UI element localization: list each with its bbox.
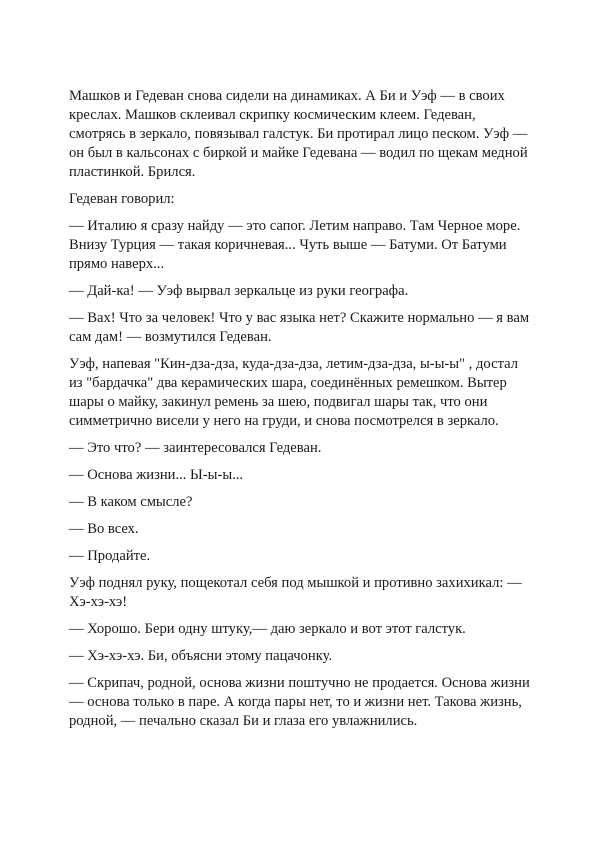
- paragraph: — Скрипач, родной, основа жизни поштучно не продается. Основа жизни — основа только в паре. А когда пары нет, то и жизни нет. Такова жизнь, родной, — печально сказал Би и глаза его увлажнились.: [69, 675, 530, 729]
- paragraph: Машков и Гедеван снова сидели на динамиках. А Би и Уэф — в своих креслах. Машков склеивал скрипку космическим клеем. Гедеван, смотрясь в зеркало, повязывал галстук. Би протирал лицо песком. Уэф — он был в кальсонах с биркой и майке Гедевана — водил по щекам медной пластинкой. Брился.: [69, 88, 528, 180]
- paragraph: — Это что? — заинтересовался Гедеван.: [69, 440, 322, 456]
- paragraph: — В каком смысле?: [69, 494, 193, 510]
- paragraph: — Хэ-хэ-хэ. Би, объясни этому пацачонку.: [69, 648, 333, 664]
- paragraph: Гедеван говорил:: [69, 191, 175, 207]
- document-body: [69, 87, 535, 739]
- paragraph: — Продайте.: [69, 548, 151, 564]
- paragraph: Уэф поднял руку, пощекотал себя под мышкой и противно захихикал: — Хэ-хэ-хэ!: [69, 575, 522, 610]
- paragraph: Уэф, напевая "Кин-дза-дза, куда-дза-дза, летим-дза-дза, ы-ы-ы" , достал из "бардачка" два керамических шара, соединённых ремешком. Вытер шары о майку, закинул ремень за шею, подвигал шары так, что они симметрично висели у него на груди, и снова посмотрелся в зеркало.: [69, 356, 519, 429]
- paragraph: — Вах! Что за человек! Что у вас языка нет? Скажите нормально — я вам сам дам! — возмутился Гедеван.: [69, 310, 530, 345]
- paragraph: — Хорошо. Бери одну штуку,— даю зеркало и вот этот галстук.: [69, 621, 466, 637]
- paragraph: — Во всех.: [69, 521, 139, 537]
- paragraph: — Основа жизни... Ы-ы-ы...: [69, 467, 244, 483]
- paragraph: — Италию я сразу найду — это сапог. Летим направо. Там Черное море. Внизу Турция — такая коричневая... Чуть выше — Батуми. От Батуми прямо наверх...: [69, 218, 521, 272]
- paragraph: — Дай-ка! — Уэф вырвал зеркальце из руки географа.: [69, 283, 409, 299]
